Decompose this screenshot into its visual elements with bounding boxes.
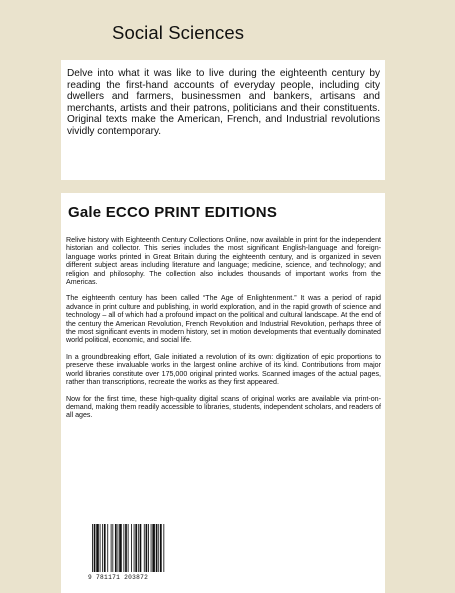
brand-ecco: ECCO [105,204,150,221]
brand-gale: Gale [68,204,102,221]
section-title: Social Sciences [112,22,245,43]
gale-description [66,236,381,428]
isbn-number: 9 781171 203872 [88,574,149,581]
paragraph: In a groundbreaking effort, Gale initiated a revolution of its own: digitization of epic proportions to preserve these invaluable works in the largest online archive of its kind. Contributions from major world libraries constitute over 175,000 original printed works. Scanned images of the actual pages, rather than transcriptions, recreate the works as they first appeared. [66,352,381,387]
intro-text: Delve into what it was like to live during the eighteenth century by reading the first-hand accounts of everyday people, including city dwellers and farmers, businessmen and bankers, artisans and merchants, artists and their patrons, politicians and their constituents. Original texts make the American, French, and Industrial revolutions vividly contemporary. [67,68,380,137]
barcode-icon [90,524,190,573]
gale-ecco-logo [68,204,277,221]
brand-print-editions: PRINT EDITIONS [154,204,278,221]
paragraph: The eighteenth century has been called “The Age of Enlightenment.” It was a period of rapid advance in print culture and publishing, in world exploration, and in the rapid growth of science and technology – all of which had a profound impact on the political and cultural landscape. At the end of the century the American Revolution, French Revolution and Industrial Revolution, perhaps three of the most significant events in modern history, set in motion developments that eventually dominated world political, economic, and social life. [66,294,381,345]
paragraph: Relive history with Eighteenth Century Collections Online, now available in print for the independent historian and collector. This series includes the most significant English-language and foreign-language works printed in Great Britain during the eighteenth century, and is organized in seven different subject areas including literature and language; medicine, science, and technology; and religion and philosophy. The collection also includes thousands of important works from the Americas. [66,236,381,287]
paragraph: Now for the first time, these high-quality digital scans of original works are available via print-on-demand, making them readily accessible to libraries, students, independent scholars, and readers of all ages. [66,394,381,420]
